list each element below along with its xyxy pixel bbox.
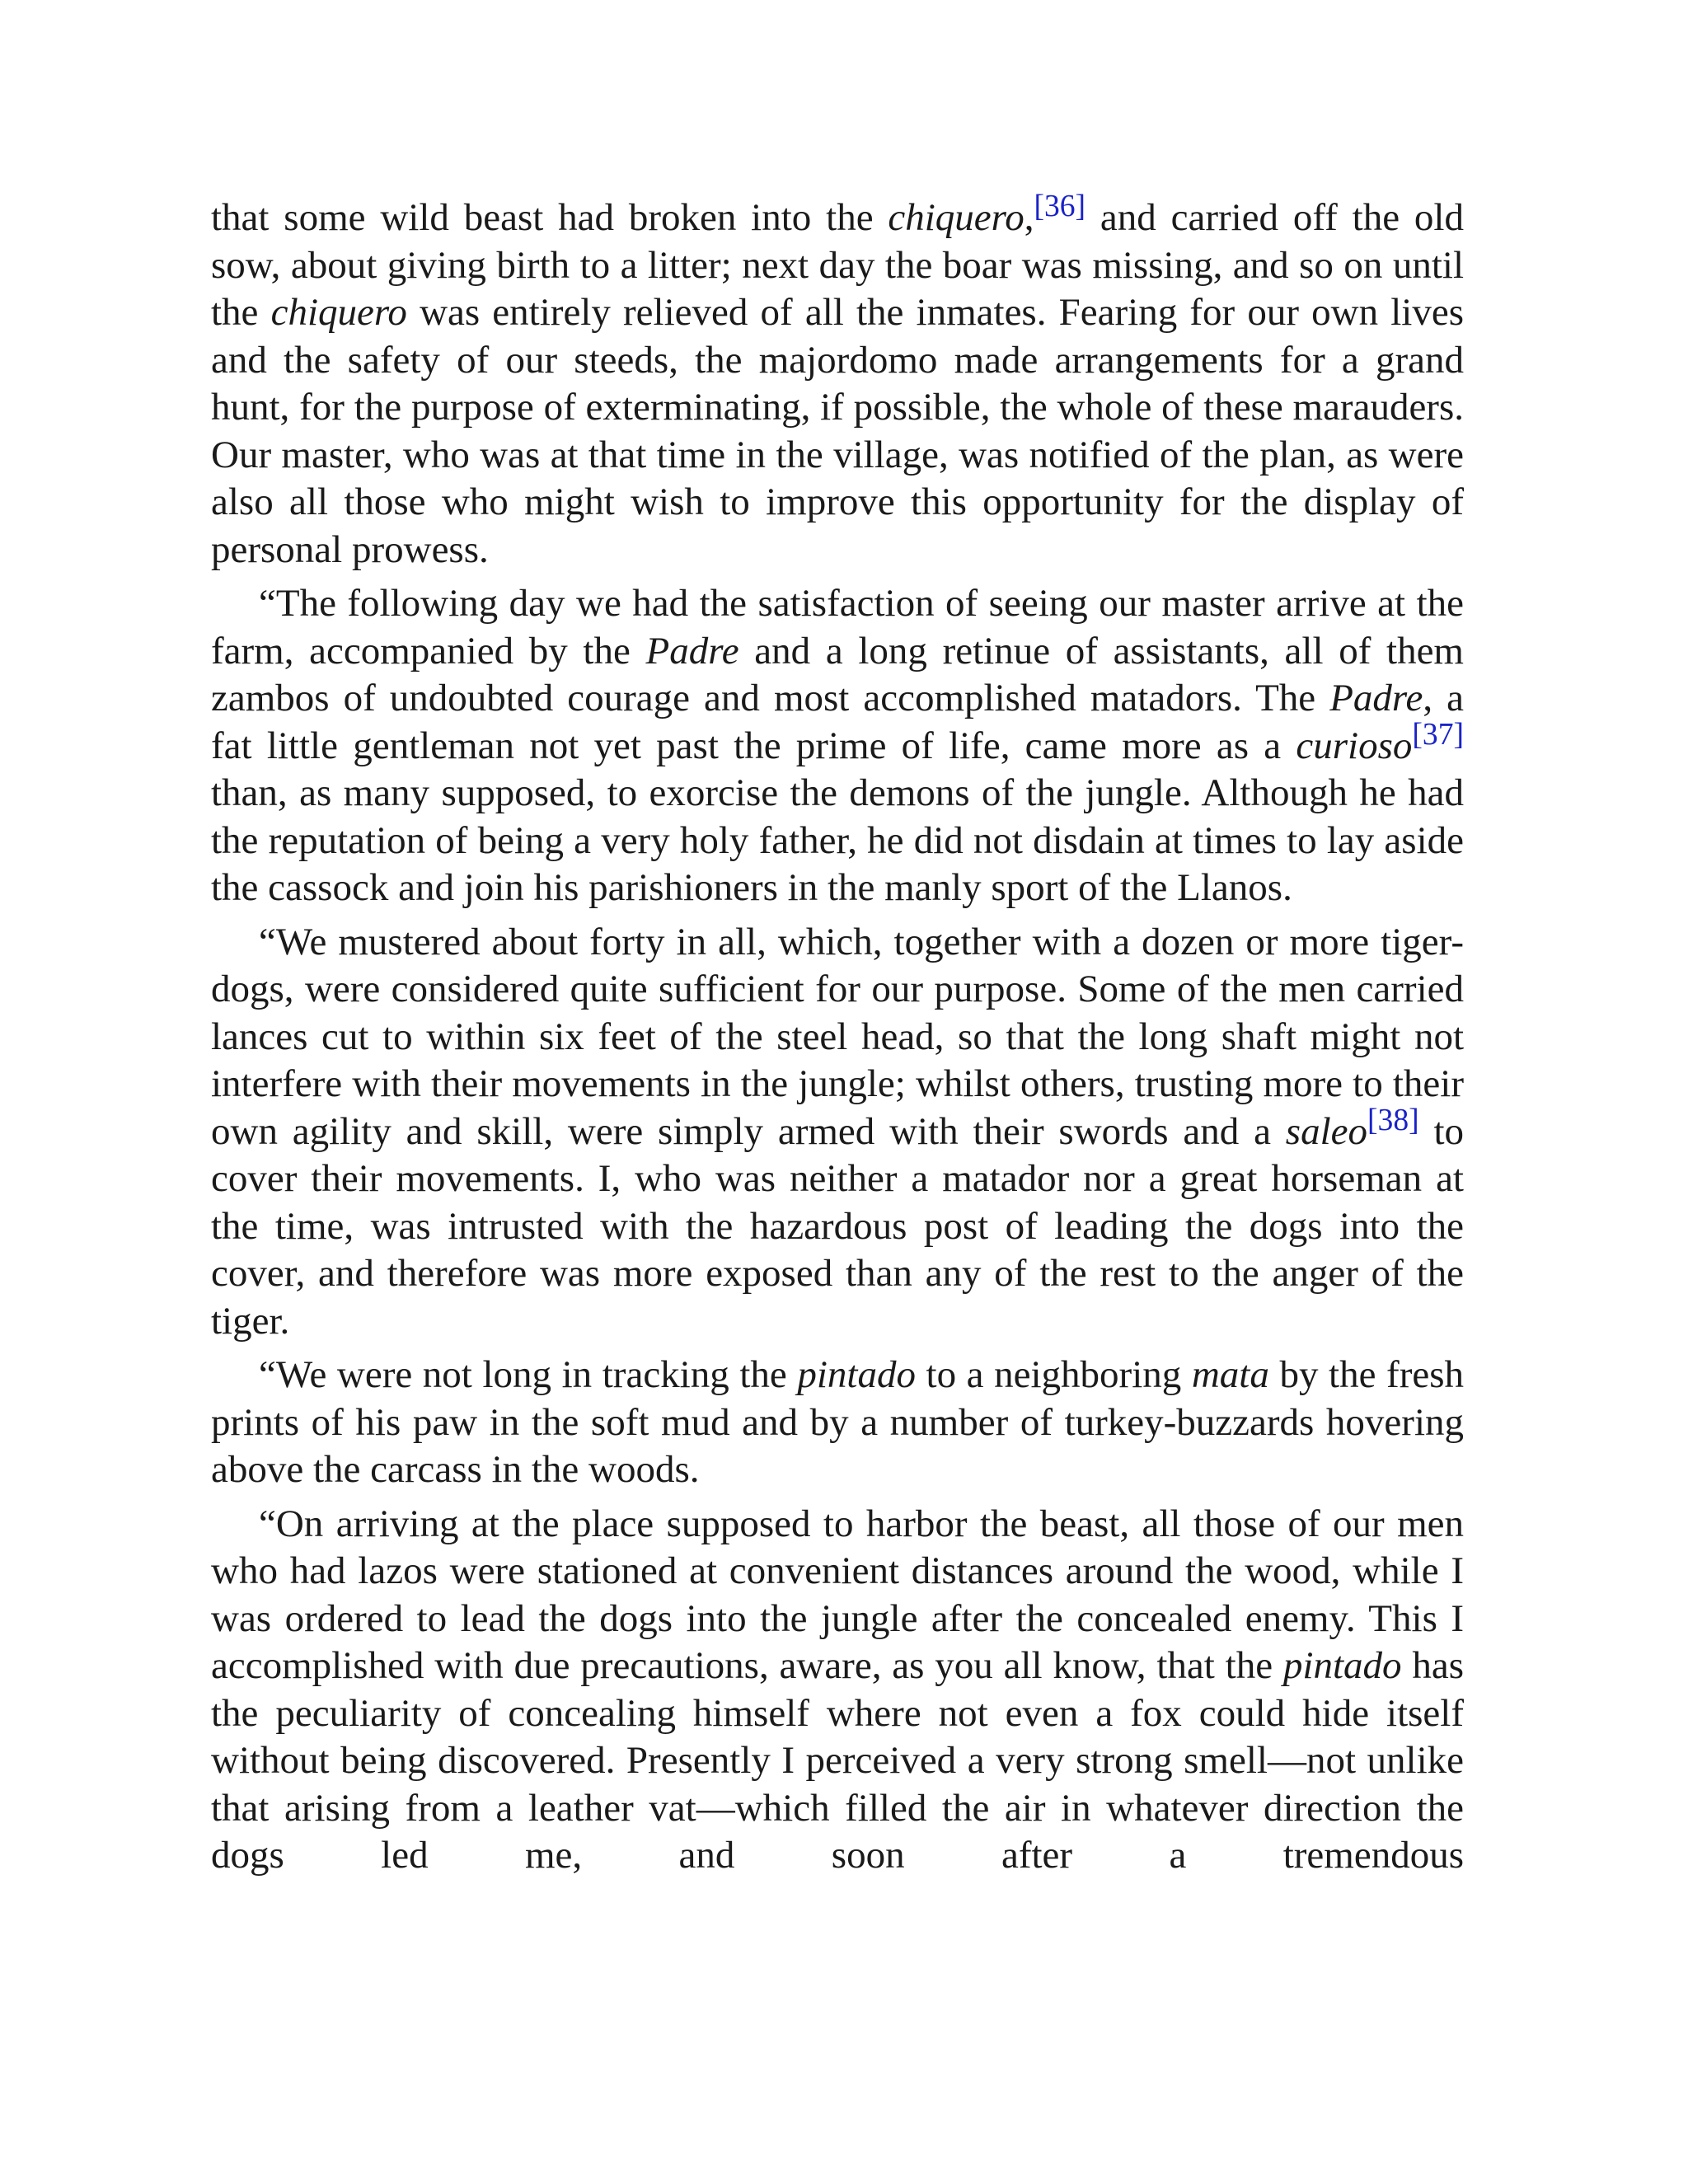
text-run: that some wild beast had broken into the — [211, 196, 889, 239]
paragraph-5 — [211, 1501, 1464, 1880]
italic-term: chiquero — [888, 196, 1025, 239]
text-run: by the fresh prints of his paw in the soft mud and by a number of turkey-buzzards hovering above the carcass in the woods. — [211, 1353, 1464, 1491]
text-run: “On arriving at the place supposed to harbor the beast, all those of our men who had lazos were stationed at convenient distances around the wood, while I was ordered to lead the dogs into the jungle after the concealed enemy. This I accomplished with due precautions, aware, as you all know, that the — [211, 1502, 1464, 1687]
italic-term: Padre — [645, 629, 739, 673]
text-run: , — [1024, 196, 1034, 239]
text-run: has the peculiarity of concealing himself where not even a fox could hide itself without being discovered. Presently I perceived a very strong smell—not unlike that arising from a leather vat—which filled the air in whatever direction the dogs led me, and soon after a tremendous — [211, 1644, 1464, 1877]
text-run: and carried off the old sow, about giving birth to a litter; next day the boar was missing, and so on until the — [211, 196, 1464, 334]
text-run: , a fat little gentleman not yet past the prime of life, came more as a — [211, 677, 1464, 767]
italic-term: Padre — [1329, 677, 1423, 719]
text-run: “We mustered about forty in all, which, together with a dozen or more tiger-dogs, were considered quite sufficient for our purpose. Some of the men carried lances cut to within six feet of the steel head, so that the long shaft might not interfere with their movements in the jungle; whilst others, trusting more to their own agility and skill, were simply armed with their swords and a — [211, 920, 1464, 1153]
text-run: “We were not long in tracking the — [259, 1353, 798, 1396]
footnote-link[interactable]: [37] — [1412, 717, 1464, 752]
book-page — [211, 190, 1465, 1886]
text-run: than, as many supposed, to exorcise the demons of the jungle. Although he had the reputation of being a very holy father, he did not disdain at times to lay aside the cassock and join his parishioners in the manly sport of the Llanos. — [211, 771, 1464, 909]
italic-term: pintado — [797, 1353, 916, 1396]
paragraph-3 — [211, 919, 1464, 1346]
footnote-link[interactable]: [38] — [1367, 1103, 1419, 1137]
text-run: “The following day we had the satisfaction of seeing our master arrive at the farm, accompanied by the — [211, 582, 1464, 673]
footnote-link[interactable]: [36] — [1034, 190, 1086, 224]
paragraph-4 — [211, 1352, 1464, 1494]
italic-term: pintado — [1282, 1644, 1402, 1687]
text-run: to cover their movements. I, who was neither a matador nor a great horseman at the time, was intrusted with the hazardous post of leading the dogs into the cover, and therefore was more exposed than any of the rest to the anger of the tiger. — [211, 1109, 1465, 1343]
italic-term: curioso — [1296, 724, 1413, 767]
italic-term: mata — [1191, 1353, 1269, 1396]
text-run: and a long retinue of assistants, all of them zambos of undoubted courage and most accomplished matadors. The — [211, 629, 1464, 719]
italic-term: chiquero — [270, 291, 407, 334]
text-run: was entirely relieved of all the inmates. Fearing for our own lives and the safety of our steeds, the majordomo made arrangements for a grand hunt, for the purpose of exterminating, if possible, the whole of these marauders. Our master, who was at that time in the village, was notified of the plan, as were also all those who might wish to improve this opportunity for the display of personal prowess. — [211, 291, 1464, 571]
paragraph-2 — [211, 580, 1464, 912]
italic-term: saleo — [1285, 1109, 1368, 1153]
text-run: to a neighboring — [915, 1353, 1192, 1396]
paragraph-1 — [211, 190, 1464, 574]
